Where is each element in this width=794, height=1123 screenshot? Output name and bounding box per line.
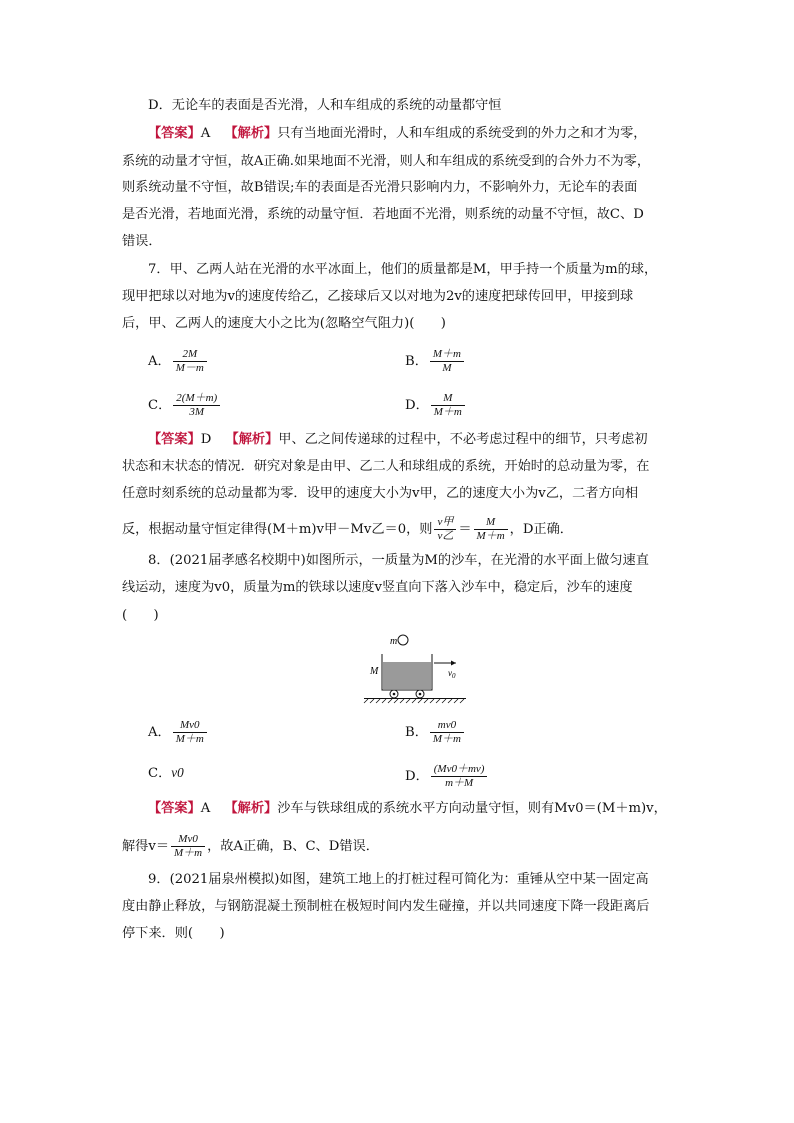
analysis-text: 沙车与铁球组成的系统水平方向动量守恒，则有Mv0＝(M＋m)v， xyxy=(277,801,667,816)
q7-answer-line1 xyxy=(148,430,648,450)
fraction: $\frac{M+m}{M}$ xyxy=(430,348,464,375)
fraction: $\frac{(Mv0+mv)}{m+M}$ xyxy=(431,763,488,790)
sand-cart-figure xyxy=(360,632,470,704)
q6-answer-line4: 是否光滑，若地面光滑，系统的动量守恒．若地面不光滑，则系统的动量不守恒，故C、D xyxy=(122,207,644,222)
fraction: $\frac{mv0}{M+m}$ xyxy=(430,719,464,746)
analysis-tag: 【解析】 xyxy=(224,126,278,141)
answer-tag: 【答案】 xyxy=(148,432,201,447)
q8-option-d: D． $\frac{(Mv0+mv)}{m+M}$ xyxy=(405,763,489,790)
answer-choice: D xyxy=(200,432,212,447)
q7-answer-line2: 状态和末状态的情况．研究对象是由甲、乙二人和球组成的系统，开始时的总动量为零，在 xyxy=(122,459,650,474)
fraction: $\frac{M}{M+m}$ xyxy=(431,392,465,419)
q7-option-c: C． $\frac{2(M+m)}{3M}$ xyxy=(148,392,222,419)
q9-stem-line3: 停下来．则( ) xyxy=(122,926,225,941)
q8-option-b: B． $\frac{mv0}{M+m}$ xyxy=(405,719,466,746)
q6-answer-line3: 则系统动量不守恒，故B错误;车的表面是否光滑只影响内力，不影响外力，无论车的表面 xyxy=(122,180,638,195)
q8-stem-line3: ( ) xyxy=(122,608,159,623)
q8-stem-line2: 线运动，速度为v0，质量为m的铁球以速度v竖直向下落入沙车中，稳定后，沙车的速度 xyxy=(122,580,633,595)
q8-stem-line1: 8．(2021届孝感名校期中)如图所示，一质量为M的沙车，在光滑的水平面上做匀速直 xyxy=(148,553,649,568)
q7-option-b: B． $\frac{M+m}{M}$ xyxy=(405,348,466,375)
q7-stem-line3: 后，甲、乙两人的速度大小之比为(忽略空气阻力)( ) xyxy=(122,316,446,331)
q8-option-a: A． $\frac{Mv0}{M+m}$ xyxy=(148,719,209,746)
answer-choice: A xyxy=(200,801,211,816)
answer-choice: A xyxy=(200,126,211,141)
q6-answer-line1 xyxy=(148,124,646,144)
q9-stem-line1: 9．(2021届泉州模拟)如图，建筑工地上的打桩过程可简化为：重锤从空中某一固定高 xyxy=(148,872,649,887)
sand xyxy=(383,662,431,689)
fraction: $\frac{2(M+m)}{3M}$ xyxy=(173,392,220,419)
q7-stem-line1: 7．甲、乙两人站在光滑的水平冰面上，他们的质量都是M，甲手持一个质量为m的球， xyxy=(148,262,658,277)
prev-option-d: D．无论车的表面是否光滑，人和车组成的系统的动量都守恒 xyxy=(148,98,502,113)
cart-label: M xyxy=(370,666,379,677)
answer-tag: 【答案】 xyxy=(148,126,201,141)
analysis-tag: 【解析】 xyxy=(224,801,278,816)
q7-option-a: A． $\frac{2M}{M-m}$ xyxy=(148,348,209,375)
q7-answer-line3: 任意时刻系统的总动量都为零．设甲的速度大小为v甲，乙的速度大小为v乙，二者方向相 xyxy=(122,486,639,501)
analysis-tag: 【解析】 xyxy=(225,432,279,447)
q8-answer-line1 xyxy=(148,799,667,819)
analysis-text: 甲、乙之间传递球的过程中，不必考虑过程中的细节，只考虑初 xyxy=(278,432,648,447)
fraction: $\frac{Mv0}{M+m}$ xyxy=(171,833,205,860)
q7-option-d: D． $\frac{M}{M+m}$ xyxy=(405,392,467,419)
velocity-label: $v_0$ xyxy=(448,668,456,680)
q8-answer-line2: 解得v＝ $\frac{Mv0}{M+m}$ ，故A正确，B、C、D错误． xyxy=(122,833,379,859)
q6-answer-line2: 系统的动量才守恒，故A正确.如果地面不光滑，则人和车组成的系统受到的合外力不为零， xyxy=(122,154,651,169)
iron-ball xyxy=(398,635,408,645)
answer-tag: 【答案】 xyxy=(148,801,201,816)
analysis-text: 只有当地面光滑时，人和车组成的系统受到的外力之和才为零， xyxy=(277,126,647,141)
q9-stem-line2: 度由静止释放，与钢筋混凝土预制桩在极短时间内发生碰撞，并以共同速度下降一段距离后 xyxy=(122,899,650,914)
fraction: $\frac{\text{v甲}}{\text{v乙}}$ xyxy=(434,516,456,543)
ball-label: m xyxy=(390,636,398,647)
q7-answer-line4: 反，根据动量守恒定律得(M＋m)v甲－Mv乙＝0，则 $\frac{\text{v甲}}{\text{v乙}}$ ＝ $\frac{M}{M+m}$ ，D正确． xyxy=(122,516,573,542)
q7-stem-line2: 现甲把球以对地为v的速度传给乙，乙接球后又以对地为2v的速度把球传回甲，甲接到球 xyxy=(122,289,634,304)
q8-option-c: C．v0 xyxy=(148,765,184,781)
fraction: $\frac{2M}{M-m}$ xyxy=(173,348,207,375)
fraction: $\frac{M}{M+m}$ xyxy=(474,516,508,543)
fraction: $\frac{Mv0}{M+m}$ xyxy=(173,719,207,746)
q6-answer-line5: 错误． xyxy=(122,234,162,249)
